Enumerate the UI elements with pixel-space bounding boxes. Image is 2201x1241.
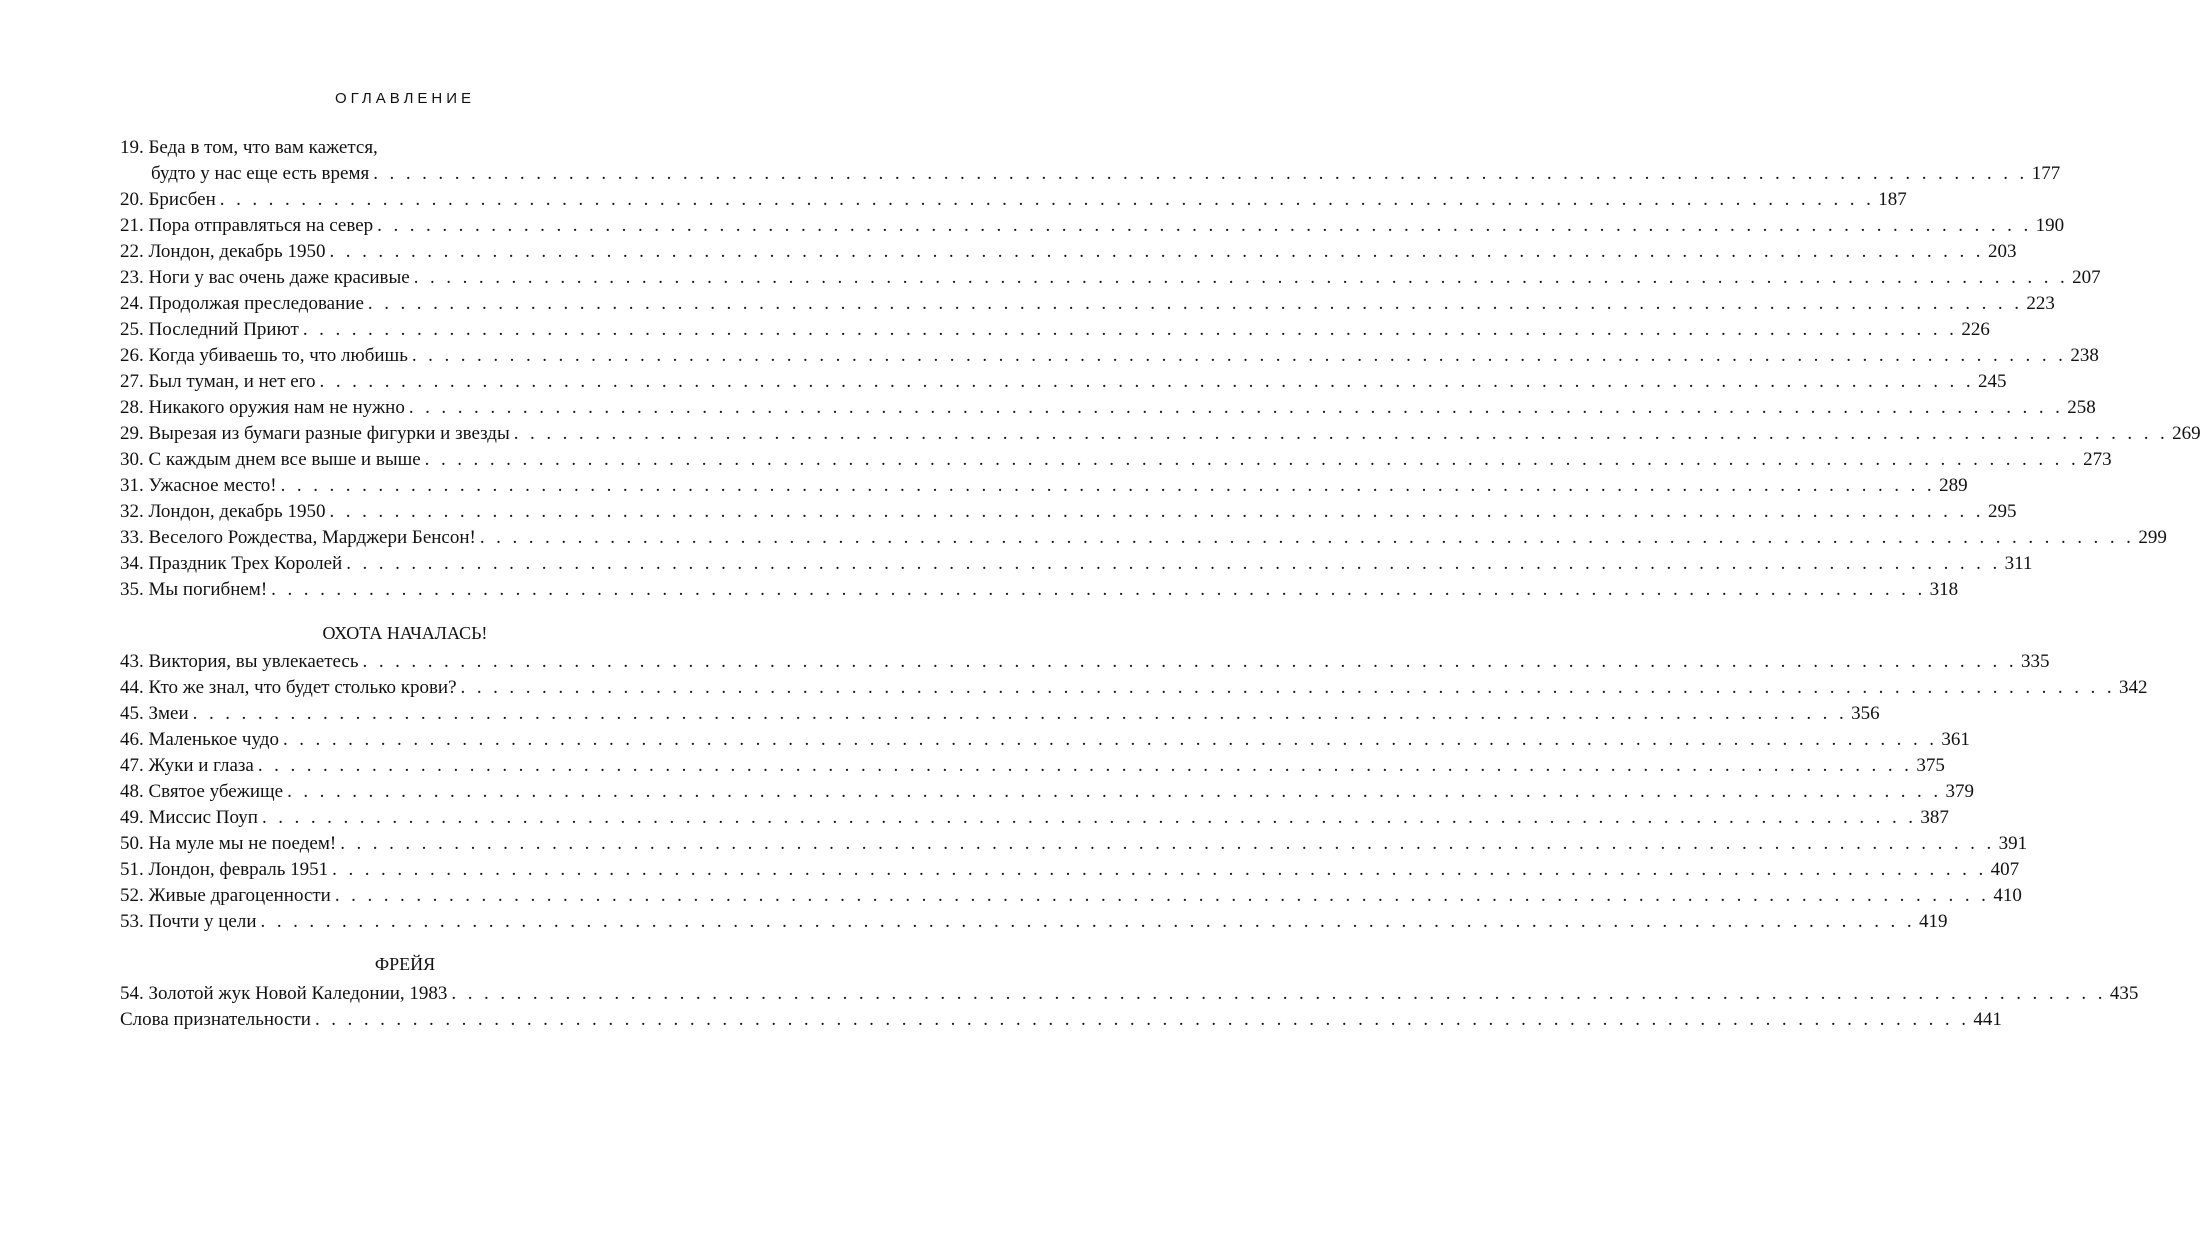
toc-entry-title: 24. Продолжая преследование xyxy=(120,293,364,314)
toc-entry-page: 190 xyxy=(2035,215,2065,236)
toc-entry-page: 223 xyxy=(2026,293,2055,314)
toc-entry[interactable] xyxy=(120,369,2007,395)
dot-leader xyxy=(257,909,1919,935)
dot-leader xyxy=(299,317,1961,343)
toc-entry[interactable] xyxy=(120,473,1968,499)
toc-entry[interactable] xyxy=(120,857,2020,883)
toc-entry[interactable] xyxy=(120,883,2022,909)
dot-leader xyxy=(279,727,1941,753)
toc-entry[interactable] xyxy=(120,525,2167,551)
toc-entry[interactable] xyxy=(120,1007,2002,1033)
toc-entry-page: 419 xyxy=(1918,911,1948,932)
dot-leader xyxy=(325,239,1987,265)
dot-leader xyxy=(405,395,2067,421)
toc-entry-title: 51. Лондон, февраль 1951 xyxy=(120,859,329,880)
toc-entry-page: 273 xyxy=(2083,449,2112,470)
page-title: ОГЛАВЛЕНИЕ xyxy=(334,90,476,107)
dot-leader xyxy=(311,1007,1973,1033)
toc-entry-page: 375 xyxy=(1916,755,1945,776)
toc-entry[interactable] xyxy=(120,265,2101,291)
dot-leader xyxy=(373,213,2035,239)
dot-leader xyxy=(510,421,2172,447)
toc-entry-page: 289 xyxy=(1939,475,1968,496)
toc-entry[interactable] xyxy=(120,421,2201,447)
dot-leader xyxy=(331,883,1993,909)
toc-entry-title: 31. Ужасное место! xyxy=(120,475,277,496)
toc-entry[interactable] xyxy=(120,909,1948,935)
toc-entry-title: 52. Живые драгоценности xyxy=(120,885,331,906)
dot-leader xyxy=(364,291,2026,317)
toc-entry-page: 391 xyxy=(1998,833,2028,854)
dot-leader xyxy=(369,161,2031,187)
toc-list-part2 xyxy=(120,649,2148,935)
toc-page xyxy=(120,0,2201,1241)
toc-entry[interactable] xyxy=(120,395,2096,421)
toc-entry-title: 21. Пора отправляться на север xyxy=(120,215,374,236)
toc-entry-title: 25. Последний Приют xyxy=(120,319,299,340)
dot-leader xyxy=(342,551,2004,577)
toc-entry-title: 48. Святое убежище xyxy=(120,781,284,802)
toc-entry-title: 33. Веселого Рождества, Марджери Бенсон! xyxy=(120,527,476,548)
toc-entry-title: 29. Вырезая из бумаги разные фигурки и звезды xyxy=(120,423,510,444)
dot-leader xyxy=(336,831,1998,857)
toc-entry-page: 207 xyxy=(2072,267,2101,288)
toc-entry-page: 258 xyxy=(2067,397,2096,418)
toc-entry-page: 299 xyxy=(2138,527,2167,548)
toc-entry[interactable] xyxy=(120,753,1945,779)
toc-entry[interactable] xyxy=(120,727,1970,753)
dot-leader xyxy=(189,701,1851,727)
toc-entry-title: будто у нас еще есть время xyxy=(151,163,370,184)
toc-entry[interactable] xyxy=(120,239,2017,265)
toc-entry[interactable] xyxy=(120,447,2112,473)
toc-entry[interactable] xyxy=(120,161,2061,187)
toc-entry-title: 43. Виктория, вы увлекаетесь xyxy=(120,651,359,672)
dot-leader xyxy=(457,675,2119,701)
toc-entry-title: 54. Золотой жук Новой Каледонии, 1983 xyxy=(120,983,448,1004)
toc-entry[interactable] xyxy=(120,213,2065,239)
toc-entry-title: 22. Лондон, декабрь 1950 xyxy=(120,241,326,262)
toc-entry-title: 46. Маленькое чудо xyxy=(120,729,279,750)
toc-entry[interactable] xyxy=(120,551,2033,577)
toc-entry-page: 203 xyxy=(1987,241,2017,262)
toc-entry-page: 356 xyxy=(1851,703,1880,724)
dot-leader xyxy=(328,857,1990,883)
toc-entry-title: 28. Никакого оружия нам не нужно xyxy=(120,397,405,418)
section-heading: ФРЕЙЯ xyxy=(374,954,436,974)
toc-entry[interactable] xyxy=(120,981,2139,1007)
toc-entry-page: 318 xyxy=(1929,579,1959,600)
toc-entry-title: 30. С каждым днем все выше и выше xyxy=(120,449,421,470)
dot-leader xyxy=(421,447,2083,473)
toc-entry-page: 435 xyxy=(2109,983,2139,1004)
toc-entry[interactable] xyxy=(120,675,2148,701)
toc-entry-page: 245 xyxy=(1977,371,2007,392)
toc-entry-line1: 19. Беда в том, что вам кажется, xyxy=(120,137,378,158)
toc-entry[interactable] xyxy=(120,779,1975,805)
toc-entry[interactable] xyxy=(120,291,2055,317)
toc-entry[interactable] xyxy=(120,805,1949,831)
section-heading: ОХОТА НАЧАЛАСЬ! xyxy=(322,623,488,643)
toc-entry-page: 311 xyxy=(2004,553,2033,574)
dot-leader xyxy=(277,473,1939,499)
toc-entry-page: 187 xyxy=(1878,189,1907,210)
toc-entry-page: 295 xyxy=(1987,501,2017,522)
toc-entry-page: 335 xyxy=(2020,651,2050,672)
toc-list-part3 xyxy=(120,981,2139,1033)
toc-entry-page: 441 xyxy=(1973,1009,2002,1030)
dot-leader xyxy=(447,981,2109,1007)
toc-entry-title: 53. Почти у цели xyxy=(120,911,257,932)
toc-entry-title: 35. Мы погибнем! xyxy=(120,579,268,600)
toc-entry[interactable] xyxy=(120,649,2050,675)
dot-leader xyxy=(267,577,1929,603)
toc-entry[interactable] xyxy=(120,831,2028,857)
toc-entry[interactable] xyxy=(120,499,2017,525)
dot-leader xyxy=(359,649,2021,675)
toc-entry-title: Слова признательности xyxy=(120,1009,311,1030)
dot-leader xyxy=(316,369,1978,395)
toc-entry-page: 410 xyxy=(1993,885,2022,906)
toc-entry-page: 177 xyxy=(2031,163,2061,184)
dot-leader xyxy=(254,753,1916,779)
toc-entry-title: 20. Брисбен xyxy=(120,189,216,210)
toc-entry-title: 32. Лондон, декабрь 1950 xyxy=(120,501,326,522)
toc-entry-title: 45. Змеи xyxy=(120,703,189,724)
toc-list-part1 xyxy=(120,135,2201,603)
toc-entry[interactable] xyxy=(120,577,1959,603)
toc-entry-title: 34. Праздник Трех Королей xyxy=(120,553,343,574)
dot-leader xyxy=(408,343,2070,369)
toc-entry-page: 226 xyxy=(1961,319,1990,340)
toc-entry[interactable] xyxy=(120,317,1990,343)
dot-leader xyxy=(216,187,1878,213)
dot-leader xyxy=(410,265,2072,291)
dot-leader xyxy=(258,805,1920,831)
toc-entry-title: 26. Когда убиваешь то, что любишь xyxy=(120,345,408,366)
dot-leader xyxy=(325,499,1987,525)
dot-leader xyxy=(283,779,1945,805)
toc-entry-title: 23. Ноги у вас очень даже красивые xyxy=(120,267,410,288)
toc-entry[interactable] xyxy=(120,187,1907,213)
dot-leader xyxy=(476,525,2138,551)
toc-entry-page: 407 xyxy=(1990,859,2020,880)
toc-entry-page: 238 xyxy=(2070,345,2099,366)
toc-entry-page: 342 xyxy=(2118,677,2148,698)
toc-entry-page: 387 xyxy=(1920,807,1949,828)
toc-entry-title: 44. Кто же знал, что будет столько крови? xyxy=(120,677,457,698)
toc-entry-title: 49. Миссис Поуп xyxy=(120,807,258,828)
toc-entry-page: 379 xyxy=(1945,781,1975,802)
toc-entry-page: 361 xyxy=(1941,729,1970,750)
toc-entry-page: 269 xyxy=(2172,423,2201,444)
toc-entry-title: 50. На муле мы не поедем! xyxy=(120,833,337,854)
toc-entry[interactable] xyxy=(120,343,2099,369)
toc-entry[interactable] xyxy=(120,701,1880,727)
toc-entry-title: 47. Жуки и глаза xyxy=(120,755,254,776)
toc-entry-title: 27. Был туман, и нет его xyxy=(120,371,316,392)
